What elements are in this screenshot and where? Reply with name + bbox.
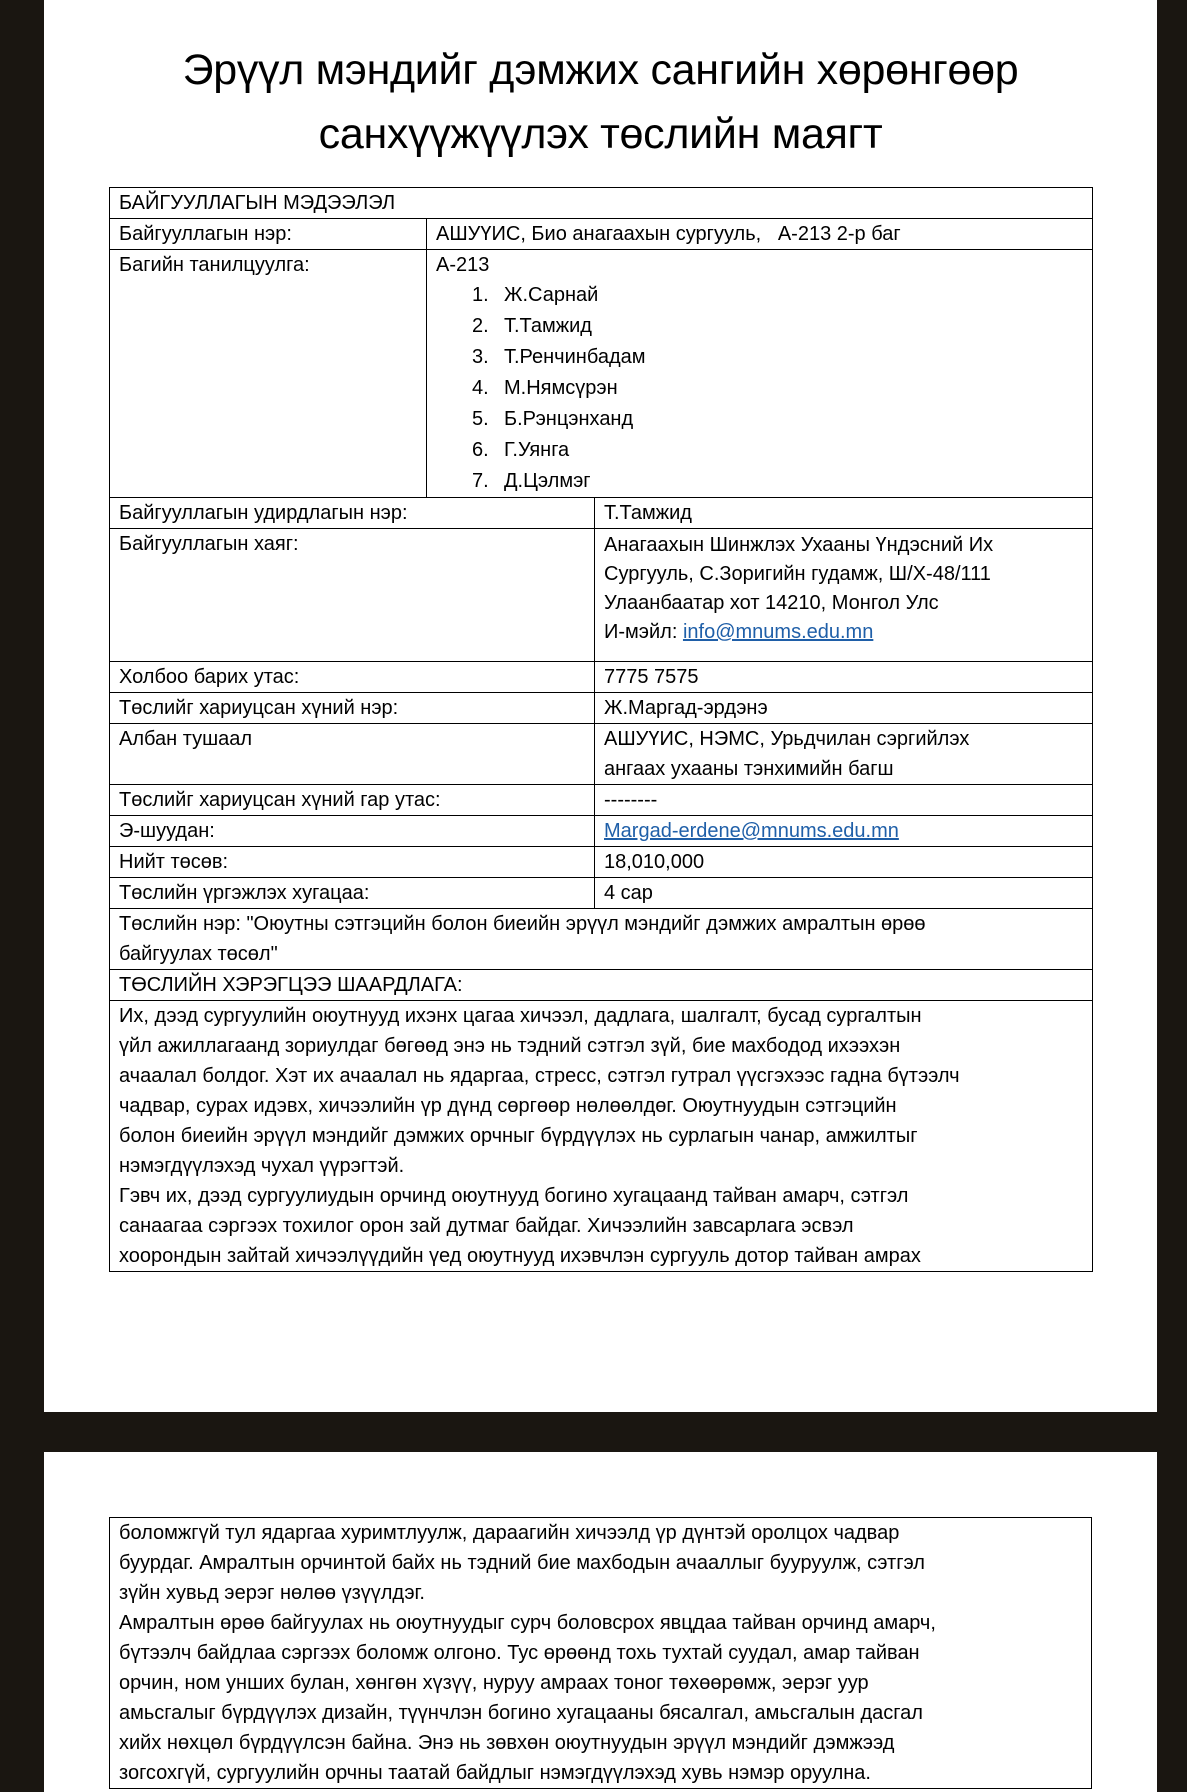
- needs-continued-table: [109, 1517, 1092, 1789]
- phone-value: 7775 7575: [595, 662, 1093, 693]
- text-line: чадвар, сурах идэвх, хичээлийн үр дүнд сөргөөр нөлөөлдөг. Оюутнуудын сэтгэцийн: [119, 1095, 897, 1117]
- team-member-number: 1.: [472, 284, 489, 306]
- responsible-row: [110, 693, 1093, 724]
- text-line: нэмэгдүүлэхэд чухал үүрэгтэй.: [119, 1155, 405, 1177]
- needs-text-page2: [110, 1518, 1092, 1789]
- team-member-name: Т.Ренчинбадам: [504, 346, 646, 368]
- team-member-name: М.Нямсүрэн: [504, 377, 618, 399]
- document-page-1: [44, 0, 1157, 1412]
- team-member-number: 5.: [472, 408, 489, 430]
- address-line-1: Анагаахын Шинжлэх Ухааны Үндэсний Их: [604, 534, 994, 556]
- email-label: Э-шуудан:: [110, 816, 595, 847]
- team-member-name: Т.Тамжид: [504, 315, 592, 337]
- team-member-item: [472, 373, 1083, 404]
- text-line: Амралтын өрөө байгуулах нь оюутнуудыг сурч боловсрох явцдаа тайван орчинд амарч,: [119, 1612, 936, 1634]
- needs-text-continued-row: [110, 1518, 1092, 1789]
- text-line: Гэвч их, дээд сургуулиудын орчинд оюутнууд богино хугацаанд тайван амарч, сэтгэл: [119, 1185, 909, 1207]
- text-line: болон биеийн эрүүл мэндийг дэмжих орчныг бүрдүүлэх нь сурлагын чанар, амжилтыг: [119, 1125, 918, 1147]
- team-member-number: 2.: [472, 315, 489, 337]
- team-intro-label: Багийн танилцуулга:: [110, 250, 427, 498]
- needs-text-row: [110, 1001, 1093, 1272]
- budget-value: 18,010,000: [595, 847, 1093, 878]
- title-line-1: Эрүүл мэндийг дэмжих сангийн хөрөнгөөр: [182, 46, 1019, 94]
- title-line-2: санхүүжүүлэх төслийн маягт: [318, 110, 883, 158]
- text-line: амьсгалыг бүрдүүлэх дизайн, түүнчлэн богино хугацааны бясалгал, амьсгалын дасгал: [119, 1702, 923, 1724]
- text-line: ачаалал болдог. Хэт их ачаалал нь ядаргаа, стресс, сэтгэл гутрал үүсгэхээс гадна бүтээлч: [119, 1065, 960, 1087]
- needs-header-row: [110, 970, 1093, 1001]
- team-member-item: [472, 311, 1083, 342]
- text-line: Их, дээд сургуулийн оюутнууд ихэнх цагаа хичээл, дадлага, шалгалт, бусад сургалтын: [119, 1005, 922, 1027]
- responsible-label: Төслийг хариуцсан хүний нэр:: [110, 693, 595, 724]
- position-line-2: ангаах ухааны тэнхимийн багш: [604, 758, 894, 780]
- project-name-row: [110, 909, 1093, 970]
- team-member-item: [472, 342, 1083, 373]
- text-line: бүтээлч байдлаа сэргээх боломж олгоно. Тус өрөөнд тохь тухтай суудал, амар тайван: [119, 1642, 920, 1664]
- team-member-number: 3.: [472, 346, 489, 368]
- email-row: [110, 816, 1093, 847]
- org-name-value: АШУҮИС, Био анагаахын сургууль, А-213 2-р баг: [427, 219, 1093, 250]
- duration-row: [110, 878, 1093, 909]
- org-name-label: Байгууллагын нэр:: [110, 219, 427, 250]
- team-member-item: [472, 280, 1083, 311]
- position-value: [595, 724, 1093, 785]
- team-member-number: 4.: [472, 377, 489, 399]
- mobile-label: Төслийг хариуцсан хүний гар утас:: [110, 785, 595, 816]
- text-line: үйл ажиллагаанд зориулдаг бөгөөд энэ нь тэдний сэтгэл зүй, бие махбодод ихээхэн: [119, 1035, 901, 1057]
- team-code: А-213: [436, 254, 490, 276]
- section-header-row: [110, 188, 1093, 219]
- address-line-3: Улаанбаатар хот 14210, Монгол Улс: [604, 592, 939, 614]
- team-member-name: Г.Уянга: [504, 439, 570, 461]
- address-email-line: [604, 618, 1083, 647]
- org-name-row: [110, 219, 1093, 250]
- org-email-link[interactable]: info@mnums.edu.mn: [682, 621, 874, 643]
- team-member-name: Д.Цэлмэг: [504, 470, 591, 492]
- mobile-value: --------: [595, 785, 1093, 816]
- phone-label: Холбоо барих утас:: [110, 662, 595, 693]
- project-name: [110, 909, 1093, 970]
- address-line-2: Сургууль, С.Зоригийн гудамж, Ш/Х-48/111: [604, 563, 991, 585]
- address-label: Байгууллагын хаяг:: [110, 529, 595, 662]
- document-title: [44, 38, 1157, 166]
- budget-label: Нийт төсөв:: [110, 847, 595, 878]
- email-value: [595, 816, 1093, 847]
- responsible-value: Ж.Маргад-эрдэнэ: [595, 693, 1093, 724]
- project-form-table: [109, 187, 1093, 1272]
- team-member-item: [472, 466, 1083, 497]
- team-member-item: [472, 404, 1083, 435]
- text-line: хоорондын зайтай хичээлүүдийн үед оюутнууд ихэвчлэн сургууль дотор тайван амрах: [119, 1245, 921, 1267]
- budget-row: [110, 847, 1093, 878]
- team-intro-row: [110, 250, 1093, 498]
- leader-value: Т.Тамжид: [595, 498, 1093, 529]
- mobile-row: [110, 785, 1093, 816]
- text-line: орчин, ном унших булан, хөнгөн хүзүү, нуруу амраах тоног төхөөрөмж, эерэг уур: [119, 1672, 869, 1694]
- phone-row: [110, 662, 1093, 693]
- text-line: зогсохгүй, сургуулийн орчны таатай байдлыг нэмэгдүүлэхэд хувь нэмэр оруулна.: [119, 1762, 871, 1784]
- position-label: Албан тушаал: [110, 724, 595, 785]
- needs-text-page1: [110, 1001, 1093, 1272]
- position-row: [110, 724, 1093, 785]
- team-member-list: [436, 280, 1083, 497]
- team-member-name: Ж.Сарнай: [504, 284, 599, 306]
- text-line: зүйн хувьд эерэг нөлөө үзүүлдэг.: [119, 1582, 425, 1604]
- position-line-1: АШУҮИС, НЭМС, Урьдчилан сэргийлэх: [604, 728, 970, 750]
- project-name-line-1: Төслийн нэр: "Оюутны сэтгэцийн болон биеийн эрүүл мэндийг дэмжих амралтын өрөө: [119, 913, 926, 935]
- team-member-number: 7.: [472, 470, 489, 492]
- responsible-email-link[interactable]: Margad-erdene@mnums.edu.mn: [604, 820, 899, 842]
- duration-label: Төслийн үргэжлэх хугацаа:: [110, 878, 595, 909]
- needs-header: ТӨСЛИЙН ХЭРЭГЦЭЭ ШААРДЛАГА:: [110, 970, 1093, 1001]
- duration-value: 4 сар: [595, 878, 1093, 909]
- text-line: боломжгүй тул ядаргаа хуримтлуулж, дараагийн хичээлд үр дүнтэй оролцох чадвар: [119, 1522, 900, 1544]
- team-intro-value: [427, 250, 1093, 498]
- address-value: [595, 529, 1093, 662]
- leader-row: [110, 498, 1093, 529]
- text-line: буурдаг. Амралтын орчинтой байх нь тэдний бие махбодын ачааллыг бууруулж, сэтгэл: [119, 1552, 925, 1574]
- address-row: [110, 529, 1093, 662]
- text-line: хийх нөхцөл бүрдүүлсэн байна. Энэ нь зөвхөн оюутнуудын эрүүл мэндийг дэмжээд: [119, 1732, 895, 1754]
- team-member-name: Б.Рэнцэнханд: [504, 408, 634, 430]
- project-name-line-2: байгуулах төсөл": [119, 943, 278, 965]
- org-info-header: БАЙГУУЛЛАГЫН МЭДЭЭЛЭЛ: [110, 188, 1093, 219]
- leader-label: Байгууллагын удирдлагын нэр:: [110, 498, 595, 529]
- text-line: санаагаа сэргээх тохилог орон зай дутмаг байдаг. Хичээлийн завсарлага эсвэл: [119, 1215, 854, 1237]
- team-member-number: 6.: [472, 439, 489, 461]
- team-member-item: [472, 435, 1083, 466]
- address-email-label: И-мэйл:: [604, 621, 683, 643]
